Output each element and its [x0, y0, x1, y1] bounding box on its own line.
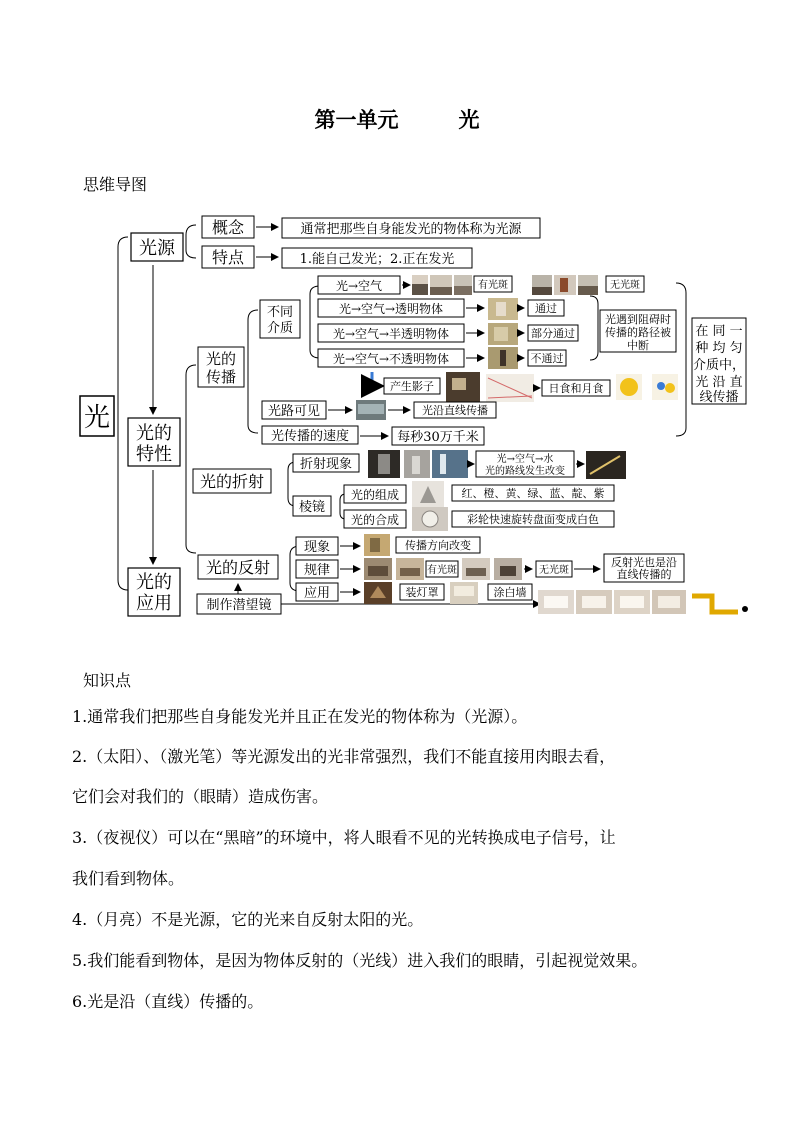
svg-text:种 均 匀: 种 均 匀 — [695, 341, 743, 356]
photo-refraction3 — [432, 450, 468, 478]
svg-text:介质中，: 介质中， — [692, 358, 746, 373]
svg-text:在 同 一: 在 同 一 — [695, 324, 743, 339]
svg-text:装灯罩: 装灯罩 — [405, 586, 439, 599]
svg-text:光→空气→水: 光→空气→水 — [496, 454, 554, 465]
svg-text:日食和月食: 日食和月食 — [548, 382, 604, 395]
svg-text:制作潜望镜: 制作潜望镜 — [206, 598, 272, 613]
property-bracket — [186, 365, 196, 553]
svg-text:光→空气→不透明物体: 光→空气→不透明物体 — [332, 352, 450, 366]
svg-text:传播方向改变: 传播方向改变 — [405, 539, 471, 552]
svg-text:不通过: 不通过 — [530, 352, 564, 365]
svg-text:1.能自己发光；2.正在发光: 1.能自己发光；2.正在发光 — [299, 252, 455, 267]
svg-text:彩轮快速旋转盘面变成白色: 彩轮快速旋转盘面变成白色 — [467, 513, 599, 526]
svg-text:光的路线发生改变: 光的路线发生改变 — [485, 466, 565, 477]
page-title: 第一单元 光 — [314, 108, 480, 132]
conclusion-bracket — [676, 283, 686, 436]
svg-text:无光斑: 无光斑 — [539, 565, 569, 576]
svg-text:红、橙、黄、绿、蓝、靛、紫: 红、橙、黄、绿、蓝、靛、紫 — [461, 487, 605, 500]
svg-text:有光斑: 有光斑 — [478, 280, 508, 291]
svg-text:光→空气→半透明物体: 光→空气→半透明物体 — [332, 327, 450, 341]
source-bracket — [186, 225, 196, 258]
svg-text:反射光也是沿: 反射光也是沿 — [611, 556, 677, 569]
svg-text:应用: 应用 — [303, 586, 331, 601]
point-2-cont: 它们会对我们的（眼睛）造成伤害。 — [72, 787, 329, 806]
svg-text:每秒30万千米: 每秒30万千米 — [397, 430, 479, 445]
root-label: 光 — [83, 403, 111, 433]
svg-text:光 沿 直: 光 沿 直 — [695, 375, 743, 390]
svg-text:光路可见: 光路可见 — [267, 404, 321, 419]
svg-text:直线传播的: 直线传播的 — [616, 568, 672, 581]
periscope-diagram — [692, 596, 738, 612]
svg-text:光的反射: 光的反射 — [205, 558, 271, 577]
svg-text:光的合成: 光的合成 — [350, 513, 400, 527]
mindmap-heading: 思维导图 — [83, 175, 148, 194]
svg-text:光沿直线传播: 光沿直线传播 — [422, 404, 488, 417]
svg-text:棱镜: 棱镜 — [298, 500, 326, 515]
svg-text:不同: 不同 — [266, 305, 294, 320]
svg-text:介质: 介质 — [266, 321, 294, 336]
point-1: 1.通常我们把那些自身能发光并且正在发光的物体称为（光源）。 — [72, 707, 528, 726]
svg-text:光的折射: 光的折射 — [199, 472, 265, 491]
svg-text:光→空气: 光→空气 — [335, 279, 383, 293]
point-4: 4.（月亮）不是光源，它的光来自反射太阳的光。 — [72, 910, 424, 929]
svg-text:中断: 中断 — [627, 339, 649, 352]
svg-text:通常把那些自身能发光的物体称为光源: 通常把那些自身能发光的物体称为光源 — [300, 222, 522, 237]
periscope-photos — [538, 590, 686, 614]
svg-text:光的: 光的 — [136, 572, 172, 593]
svg-text:无光斑: 无光斑 — [610, 280, 640, 291]
svg-text:光的组成: 光的组成 — [350, 488, 400, 502]
svg-text:光传播的速度: 光传播的速度 — [270, 429, 350, 444]
svg-text:传播的路径被: 传播的路径被 — [605, 326, 671, 339]
svg-text:光源: 光源 — [139, 238, 175, 259]
root-bracket — [118, 237, 128, 590]
svg-text:涂白墙: 涂白墙 — [493, 586, 527, 599]
point-6: 6.光是沿（直线）传播的。 — [72, 992, 264, 1011]
svg-text:线传播: 线传播 — [699, 390, 739, 405]
svg-text:应用: 应用 — [136, 593, 172, 614]
shadow-arrow — [372, 372, 382, 386]
points-heading: 知识点 — [83, 671, 132, 690]
svg-text:传播: 传播 — [205, 368, 237, 386]
svg-text:特点: 特点 — [211, 248, 245, 267]
svg-text:概念: 概念 — [211, 218, 245, 237]
point-5: 5.我们能看到物体，是因为物体反射的（光线）进入我们的眼睛，引起视觉效果。 — [72, 951, 648, 970]
svg-text:有光斑: 有光斑 — [427, 565, 457, 576]
point-3-cont: 我们看到物体。 — [72, 869, 185, 888]
svg-text:折射现象: 折射现象 — [299, 457, 353, 472]
svg-text:光的: 光的 — [136, 423, 172, 444]
media-bracket — [310, 286, 320, 358]
eye-icon — [742, 606, 748, 612]
eclipse-diagram — [486, 374, 534, 402]
svg-text:光的: 光的 — [205, 350, 237, 368]
propagation-bracket — [248, 310, 258, 433]
point-3: 3.（夜视仪）可以在“黑暗”的环境中，将人眼看不见的光转换成电子信号，让 — [72, 828, 616, 847]
svg-text:部分通过: 部分通过 — [531, 327, 575, 340]
media-result-bracket — [590, 296, 598, 360]
svg-text:产生影子: 产生影子 — [390, 380, 434, 393]
point-2: 2.（太阳）、（激光笔）等光源发出的光非常强烈，我们不能直接用肉眼去看， — [72, 747, 616, 766]
svg-text:光遇到阻碍时: 光遇到阻碍时 — [605, 313, 671, 326]
svg-text:现象: 现象 — [303, 540, 331, 555]
svg-text:特性: 特性 — [136, 444, 172, 465]
svg-text:光→空气→透明物体: 光→空气→透明物体 — [338, 302, 444, 316]
svg-text:规律: 规律 — [303, 563, 331, 578]
svg-text:通过: 通过 — [535, 302, 557, 315]
